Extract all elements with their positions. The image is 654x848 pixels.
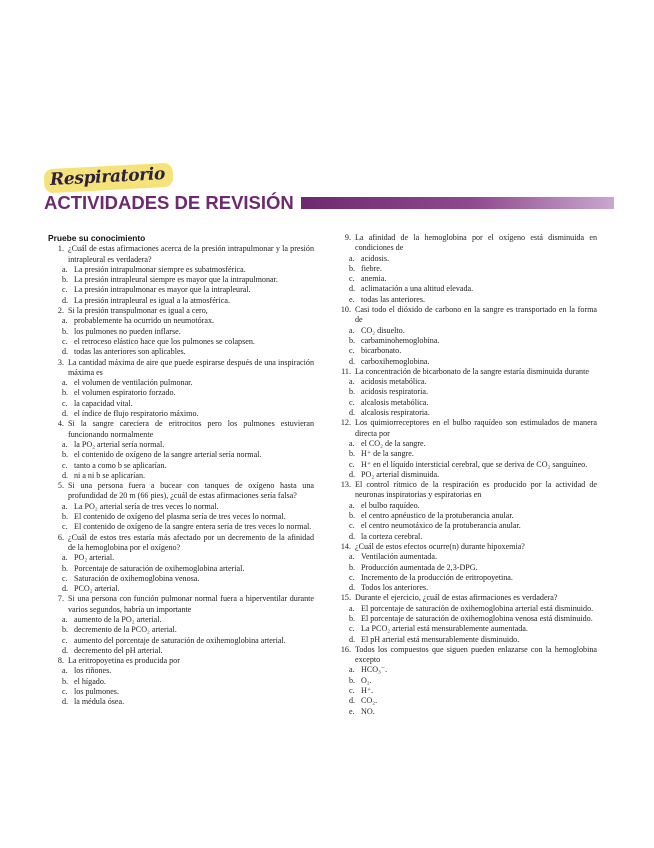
answer-option — [62, 327, 314, 337]
option-text: Todos los anteriores. — [361, 583, 429, 593]
option-letter: a. — [349, 377, 355, 387]
question-number: 15. — [340, 593, 351, 603]
answer-option — [349, 707, 597, 717]
option-text: el contenido de oxígeno de la sangre arterial sería normal. — [74, 450, 262, 460]
answer-option — [62, 265, 314, 275]
page-title: ACTIVIDADES DE REVISIÓN — [44, 192, 294, 213]
answer-option — [62, 378, 314, 388]
option-letter: d. — [349, 696, 356, 706]
answer-option — [349, 521, 597, 531]
option-list — [335, 439, 597, 480]
answer-option — [349, 624, 597, 634]
answer-option — [62, 677, 314, 687]
answer-option — [349, 295, 597, 305]
option-letter: c. — [349, 572, 355, 582]
question — [48, 481, 314, 532]
option-text: los pulmones. — [74, 687, 119, 697]
option-letter: b. — [349, 263, 356, 273]
option-text: Ventilación aumentada. — [361, 552, 437, 562]
option-letter: e. — [349, 706, 355, 716]
option-text: fiebre. — [361, 263, 382, 273]
option-text: la PO₂ arterial sería normal. — [74, 439, 165, 449]
option-list — [335, 665, 597, 716]
question-text: El control rítmico de la respiración es producido por la actividad de neuronas inspiratorias y espiratorias en — [355, 480, 597, 500]
question-text: Si la presión transpulmonar es igual a cero, — [68, 306, 208, 316]
option-text: PCO₂ arterial. — [74, 584, 120, 594]
option-text: los riñones. — [74, 666, 112, 676]
question-text: Durante el ejercicio, ¿cuál de estas afirmaciones es verdadera? — [355, 593, 558, 603]
answer-option — [62, 296, 314, 306]
question-text: La cantidad máxima de aire que puede espirarse después de una inspiración máxima es — [68, 357, 314, 377]
option-text: los pulmones no pueden inflarse. — [74, 326, 181, 336]
option-letter: b. — [62, 275, 69, 285]
option-text: el volumen de ventilación pulmonar. — [74, 378, 193, 388]
option-letter: b. — [62, 676, 69, 686]
answer-option — [62, 471, 314, 481]
option-letter: d. — [349, 284, 356, 294]
answer-option — [62, 337, 314, 347]
option-letter: c. — [349, 397, 355, 407]
question-text: Los quimiorreceptores en el bulbo raquídeo son estimulados de manera directa por — [355, 418, 597, 438]
option-text: el centro apnéustico de la protuberancia anular. — [361, 511, 514, 521]
question-stem — [335, 367, 597, 377]
option-list — [335, 604, 597, 645]
option-text: anemia. — [361, 274, 387, 284]
answer-option — [62, 461, 314, 471]
answer-option — [349, 686, 597, 696]
question-number: 4. — [57, 419, 64, 429]
answer-option — [349, 264, 597, 274]
answer-option — [62, 388, 314, 398]
answer-option — [349, 284, 597, 294]
answer-option — [349, 676, 597, 686]
option-list — [48, 378, 314, 419]
option-text: el bulbo raquídeo. — [361, 500, 420, 510]
question-list-left — [48, 244, 314, 707]
answer-option — [62, 347, 314, 357]
answer-option — [62, 450, 314, 460]
question-number: 11. — [341, 366, 351, 376]
option-text: Producción aumentada de 2,3-DPG. — [361, 562, 478, 572]
option-letter: b. — [349, 511, 356, 521]
question-text: Si una persona con función pulmonar normal fuera a hiperventilar durante varios segundos, habría un importante — [68, 594, 314, 614]
option-text: carboxihemoglobina. — [361, 356, 430, 366]
answer-option — [62, 636, 314, 646]
question — [335, 645, 597, 717]
question-number: 12. — [340, 418, 351, 428]
right-column — [335, 233, 597, 717]
question-text: La afinidad de la hemoglobina por el oxígeno está disminuida en condiciones de — [355, 233, 597, 253]
option-letter: b. — [349, 335, 356, 345]
option-letter: c. — [349, 346, 355, 356]
title-rule — [301, 197, 614, 209]
option-text: La presión intrapulmonar siempre es subatmosférica. — [74, 264, 246, 274]
option-letter: c. — [349, 686, 355, 696]
option-text: la médula ósea. — [74, 697, 125, 707]
question-stem — [48, 419, 314, 440]
option-letter: d. — [349, 583, 356, 593]
option-text: CO₂ disuelto. — [361, 325, 405, 335]
question-text: ¿Cuál de estas afirmaciones acerca de la presión intrapulmonar y la presión intrapleural es verdadera? — [68, 244, 314, 264]
answer-option — [349, 398, 597, 408]
option-letter: d. — [62, 295, 69, 305]
answer-option — [349, 326, 597, 336]
question-stem — [48, 533, 314, 554]
option-text: decremento del pH arterial. — [74, 645, 163, 655]
question — [48, 306, 314, 357]
option-letter: e. — [349, 294, 355, 304]
answer-option — [349, 696, 597, 706]
option-letter: a. — [62, 264, 68, 274]
question-number: 14. — [340, 541, 351, 551]
answer-option — [62, 522, 314, 532]
question-text: La eritropoyetina es producida por — [68, 656, 180, 666]
option-text: la capacidad vital. — [74, 398, 133, 408]
option-letter: c. — [62, 336, 68, 346]
option-text: acidosis. — [361, 253, 390, 263]
option-list — [335, 552, 597, 593]
answer-option — [62, 409, 314, 419]
option-text: alcalosis metabólica. — [361, 397, 429, 407]
option-text: decremento de la PCO₂ arterial. — [74, 625, 177, 635]
option-text: ni a ni b se aplicarían. — [74, 470, 146, 480]
question — [335, 542, 597, 593]
question-number: 3. — [57, 357, 64, 367]
answer-option — [349, 552, 597, 562]
answer-option — [62, 625, 314, 635]
option-text: el volumen espiratorio forzado. — [74, 388, 176, 398]
answer-option — [62, 646, 314, 656]
question-text: Casi todo el dióxido de carbono en la sangre es transportado en la forma de — [355, 305, 597, 325]
option-letter: b. — [62, 326, 69, 336]
option-text: CO₂. — [361, 696, 378, 706]
option-text: H⁺. — [361, 686, 374, 696]
question-stem — [335, 480, 597, 501]
question-text: Si una persona fuera a bucear con tanques de oxígeno hasta una profundidad de 20 m (66 pies), ¿cuál de estas afirmaciones sería falsa? — [68, 481, 314, 501]
option-text: acidosis respiratoria. — [361, 387, 428, 397]
answer-option — [62, 615, 314, 625]
answer-option — [349, 511, 597, 521]
option-text: el índice de flujo respiratorio máximo. — [74, 409, 199, 419]
option-letter: d. — [349, 469, 356, 479]
option-letter: b. — [349, 387, 356, 397]
option-text: bicarbonato. — [361, 346, 402, 356]
answer-option — [62, 399, 314, 409]
question-list-right — [335, 233, 597, 717]
option-text: la corteza cerebral. — [361, 531, 423, 541]
answer-option — [349, 583, 597, 593]
answer-option — [349, 449, 597, 459]
option-letter: a. — [62, 378, 68, 388]
question-text: ¿Cuál de estos tres estaría más afectado por un decremento de la afinidad de la hemoglobina por el oxígeno? — [68, 532, 314, 552]
option-letter: a. — [62, 614, 68, 624]
question — [335, 233, 597, 305]
option-letter: c. — [62, 398, 68, 408]
question-stem — [335, 542, 597, 552]
answer-option — [62, 666, 314, 676]
option-list — [48, 265, 314, 306]
option-text: La presión intrapleural es igual a la atmosférica. — [74, 295, 230, 305]
option-letter: a. — [62, 316, 68, 326]
option-letter: b. — [62, 512, 69, 522]
option-text: todas las anteriores son aplicables. — [74, 347, 186, 357]
option-letter: b. — [349, 449, 356, 459]
option-letter: a. — [349, 552, 355, 562]
option-text: El contenido de oxígeno de la sangre entera sería de tres veces lo normal. — [74, 522, 312, 532]
option-letter: d. — [62, 409, 69, 419]
answer-option — [62, 564, 314, 574]
question — [48, 656, 314, 707]
question — [335, 480, 597, 542]
answer-option — [349, 563, 597, 573]
option-text: La PCO₂ arterial está mensurablemente aumentada. — [361, 624, 528, 634]
option-letter: b. — [62, 388, 69, 398]
option-letter: c. — [349, 624, 355, 634]
answer-option — [62, 285, 314, 295]
option-letter: b. — [62, 625, 69, 635]
answer-option — [349, 387, 597, 397]
option-letter: d. — [349, 634, 356, 644]
option-letter: a. — [62, 439, 68, 449]
option-text: NO. — [361, 706, 375, 716]
question-text: Si la sangre careciera de eritrocitos pero los pulmones estuvieran funcionando normalmente — [68, 419, 314, 439]
option-text: El pH arterial está mensurablemente disminuido. — [361, 634, 520, 644]
option-letter: a. — [349, 500, 355, 510]
question — [335, 418, 597, 480]
answer-option — [62, 574, 314, 584]
answer-option — [349, 532, 597, 542]
answer-option — [349, 573, 597, 583]
question-text: La concentración de bicarbonato de la sangre estaría disminuida durante — [355, 366, 589, 376]
question-stem — [48, 481, 314, 502]
question-stem — [335, 233, 597, 254]
option-letter: c. — [62, 285, 68, 295]
answer-option — [62, 697, 314, 707]
question-stem — [48, 244, 314, 265]
option-text: aclimatación a una altitud elevada. — [361, 284, 474, 294]
question-number: 5. — [57, 481, 64, 491]
option-text: aumento de la PO₂ arterial. — [74, 614, 162, 624]
option-letter: d. — [349, 356, 356, 366]
answer-option — [349, 274, 597, 284]
answer-option — [62, 553, 314, 563]
question — [335, 305, 597, 367]
answer-option — [62, 512, 314, 522]
answer-option — [349, 635, 597, 645]
option-text: H⁺ de la sangre. — [361, 449, 414, 459]
option-list — [48, 666, 314, 707]
option-letter: b. — [349, 613, 356, 623]
question-stem — [335, 593, 597, 603]
option-letter: d. — [62, 470, 69, 480]
option-text: el CO₂ de la sangre. — [361, 438, 426, 448]
question-stem — [48, 358, 314, 379]
option-text: alcalosis respiratoria. — [361, 408, 430, 418]
chapter-logo: Respiratorio — [43, 163, 173, 194]
answer-option — [349, 377, 597, 387]
left-column — [48, 233, 314, 708]
option-letter: b. — [62, 450, 69, 460]
option-text: el retroceso elástico hace que los pulmones se colapsen. — [74, 336, 255, 346]
option-letter: c. — [62, 687, 68, 697]
answer-option — [62, 316, 314, 326]
option-letter: a. — [349, 665, 355, 675]
answer-option — [349, 665, 597, 675]
option-text: acidosis metabólica. — [361, 377, 427, 387]
page-header — [44, 166, 614, 214]
option-text: carbaminohemoglobina. — [361, 335, 440, 345]
answer-option — [349, 614, 597, 624]
option-letter: b. — [349, 562, 356, 572]
answer-option — [62, 502, 314, 512]
answer-option — [349, 604, 597, 614]
option-text: La presión intrapulmonar es mayor que la intrapleural. — [74, 285, 251, 295]
option-letter: d. — [62, 645, 69, 655]
option-text: Porcentaje de saturación de oxihemoglobina arterial. — [74, 563, 245, 573]
option-text: el hígado. — [74, 676, 106, 686]
option-letter: d. — [62, 697, 69, 707]
option-text: La PO₂ arterial sería de tres veces lo normal. — [74, 501, 219, 511]
option-text: Incremento de la producción de eritropoyetina. — [361, 572, 513, 582]
question — [48, 358, 314, 420]
answer-option — [62, 275, 314, 285]
option-letter: b. — [349, 675, 356, 685]
question-text: Todos los compuestos que siguen pueden enlazarse con la hemoglobina excepto — [355, 644, 597, 665]
answer-option — [349, 336, 597, 346]
question — [335, 367, 597, 418]
option-letter: c. — [62, 522, 68, 532]
option-text: El contenido de oxígeno del plasma sería de tres veces lo normal. — [74, 512, 286, 522]
question-text: ¿Cuál de estos efectos ocurre(n) durante hipoxemia? — [355, 541, 525, 551]
question — [48, 419, 314, 481]
option-text: probablemente ha ocurrido un neumotórax. — [74, 316, 215, 326]
option-list — [48, 502, 314, 533]
option-list — [48, 440, 314, 481]
answer-option — [349, 408, 597, 418]
option-letter: a. — [349, 325, 355, 335]
option-text: El porcentaje de saturación de oxihemoglobina venosa está disminuido. — [361, 613, 593, 623]
option-letter: d. — [62, 584, 69, 594]
answer-option — [349, 346, 597, 356]
question-number: 10. — [340, 305, 351, 315]
option-letter: b. — [62, 563, 69, 573]
option-text: O₂. — [361, 675, 372, 685]
question-number: 2. — [57, 306, 64, 316]
question-number: 1. — [57, 244, 64, 254]
option-text: HCO₃⁻. — [361, 665, 388, 675]
option-letter: a. — [62, 553, 68, 563]
option-text: PO₂ arterial. — [74, 553, 115, 563]
option-letter: d. — [349, 408, 356, 418]
question-stem — [48, 594, 314, 615]
question-stem — [335, 645, 597, 666]
answer-option — [349, 460, 597, 470]
answer-option — [349, 357, 597, 367]
answer-option — [349, 470, 597, 480]
option-text: PO₂ arterial disminuida. — [361, 469, 440, 479]
answer-option — [62, 584, 314, 594]
option-list — [335, 326, 597, 367]
option-letter: c. — [62, 635, 68, 645]
section-title: Pruebe su conocimiento — [48, 233, 146, 243]
option-letter: a. — [62, 501, 68, 511]
answer-option — [349, 501, 597, 511]
answer-option — [62, 440, 314, 450]
option-letter: a. — [62, 666, 68, 676]
option-text: H⁺ en el líquido intersticial cerebral, que se deriva de CO₂ sanguíneo. — [361, 459, 588, 469]
option-letter: c. — [62, 573, 68, 583]
option-letter: a. — [349, 438, 355, 448]
option-text: el centro neumotáxico de la protuberancia anular. — [361, 521, 521, 531]
option-letter: c. — [62, 460, 68, 470]
question — [48, 244, 314, 306]
question-stem — [335, 418, 597, 439]
question-stem — [48, 656, 314, 666]
option-list — [48, 615, 314, 656]
question — [335, 593, 597, 644]
option-letter: c. — [349, 274, 355, 284]
question-number: 9. — [344, 233, 351, 242]
option-letter: a. — [349, 603, 355, 613]
question-number: 16. — [340, 644, 351, 654]
question — [48, 533, 314, 595]
option-letter: d. — [62, 347, 69, 357]
option-letter: c. — [349, 521, 355, 531]
question-number: 6. — [57, 532, 64, 542]
option-list — [48, 553, 314, 594]
option-text: El porcentaje de saturación de oxihemoglobina arterial está disminuido. — [361, 603, 594, 613]
question-number: 13. — [340, 480, 351, 490]
option-letter: c. — [349, 459, 355, 469]
option-text: tanto a como b se aplicarían. — [74, 460, 167, 470]
option-text: todas las anteriores. — [361, 294, 426, 304]
question-stem — [335, 305, 597, 326]
question — [48, 594, 314, 656]
option-letter: d. — [349, 531, 356, 541]
question-number: 7. — [57, 594, 64, 604]
answer-option — [62, 687, 314, 697]
option-list — [48, 316, 314, 357]
option-list — [335, 377, 597, 418]
option-text: La presión intrapleural siempre es mayor que la intrapulmonar. — [74, 275, 278, 285]
answer-option — [349, 254, 597, 264]
option-text: aumento del porcentaje de saturación de oxihemoglobina arterial. — [74, 635, 286, 645]
question-stem — [48, 306, 314, 316]
option-list — [335, 501, 597, 542]
option-list — [335, 254, 597, 305]
answer-option — [349, 439, 597, 449]
title-row — [44, 192, 614, 214]
option-text: Saturación de oxihemoglobina venosa. — [74, 573, 200, 583]
question-number: 8. — [57, 656, 64, 666]
option-letter: a. — [349, 253, 355, 263]
